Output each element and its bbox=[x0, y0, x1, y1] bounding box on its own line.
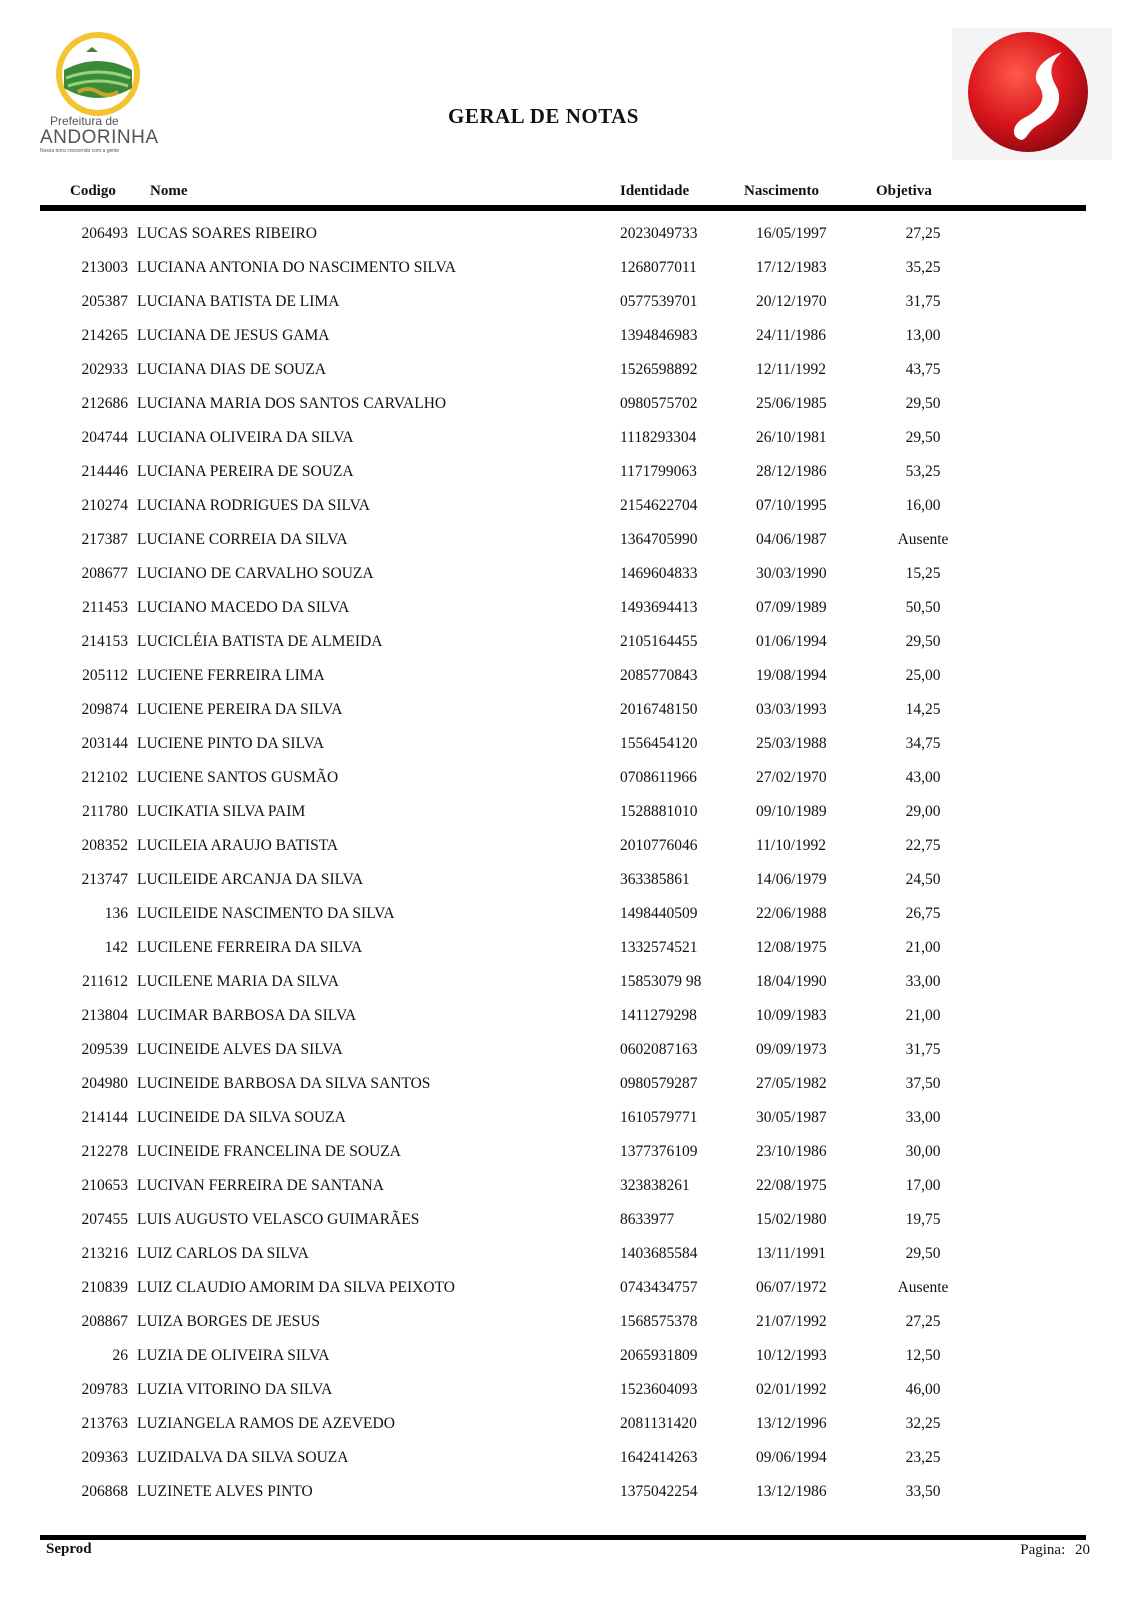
table-row bbox=[0, 763, 1132, 797]
cell-codigo: 210653 bbox=[81, 1177, 128, 1194]
cell-codigo: 213747 bbox=[81, 871, 128, 888]
cell-objetiva: 25,00 bbox=[905, 667, 941, 684]
column-header-nome: Nome bbox=[150, 183, 188, 199]
cell-identidade: 1526598892 bbox=[620, 361, 698, 378]
table-row bbox=[0, 695, 1132, 729]
cell-identidade: 2105164455 bbox=[620, 633, 698, 650]
table-row bbox=[0, 1001, 1132, 1035]
table-row bbox=[0, 1239, 1132, 1273]
cell-identidade: 1411279298 bbox=[620, 1007, 697, 1024]
cell-nome: LUCICLÉIA BATISTA DE ALMEIDA bbox=[137, 633, 383, 650]
cell-identidade: 2010776046 bbox=[620, 837, 698, 854]
table-row bbox=[0, 831, 1132, 865]
cell-nome: LUCIANA OLIVEIRA DA SILVA bbox=[137, 429, 354, 446]
cell-nome: LUCINEIDE DA SILVA SOUZA bbox=[137, 1109, 346, 1126]
table-row bbox=[0, 627, 1132, 661]
cell-identidade: 1469604833 bbox=[620, 565, 698, 582]
cell-objetiva: 32,25 bbox=[905, 1415, 941, 1432]
cell-objetiva: 43,00 bbox=[905, 769, 941, 786]
table-row bbox=[0, 1375, 1132, 1409]
table-row bbox=[0, 321, 1132, 355]
cell-nome: LUCILENE MARIA DA SILVA bbox=[137, 973, 339, 990]
cell-identidade: 15853079 98 bbox=[620, 973, 702, 990]
logo-line-prefeitura: Prefeitura de bbox=[50, 114, 119, 128]
cell-codigo: 213216 bbox=[81, 1245, 128, 1262]
cell-codigo: 136 bbox=[104, 905, 128, 922]
cell-nascimento: 24/11/1986 bbox=[756, 327, 827, 344]
cell-nascimento: 09/10/1989 bbox=[756, 803, 827, 820]
cell-objetiva: 19,75 bbox=[905, 1211, 941, 1228]
cell-nome: LUCIENE SANTOS GUSMÃO bbox=[137, 769, 339, 786]
cell-nome: LUCILENE FERREIRA DA SILVA bbox=[137, 939, 363, 956]
cell-objetiva: 33,00 bbox=[905, 1109, 941, 1126]
cell-identidade: 1364705990 bbox=[620, 531, 698, 548]
cell-identidade: 1394846983 bbox=[620, 327, 698, 344]
table-row bbox=[0, 457, 1132, 491]
cell-objetiva: 37,50 bbox=[905, 1075, 941, 1092]
cell-nome: LUCIANA BATISTA DE LIMA bbox=[137, 293, 340, 310]
cell-codigo: 142 bbox=[104, 939, 128, 956]
cell-objetiva: 21,00 bbox=[905, 939, 941, 956]
cell-nome: LUZIA VITORINO DA SILVA bbox=[137, 1381, 333, 1398]
cell-objetiva: 15,25 bbox=[905, 565, 941, 582]
cell-identidade: 363385861 bbox=[620, 871, 690, 888]
logo-line-andorinha: ANDORINHA bbox=[40, 127, 159, 148]
cell-nome: LUCAS SOARES RIBEIRO bbox=[137, 225, 317, 242]
red-swoosh-emblem-icon bbox=[952, 28, 1112, 160]
cell-codigo: 209783 bbox=[81, 1381, 128, 1398]
cell-identidade: 1610579771 bbox=[620, 1109, 698, 1126]
cell-nascimento: 30/05/1987 bbox=[756, 1109, 827, 1126]
cell-objetiva: 29,50 bbox=[905, 429, 941, 446]
cell-nome: LUCIANO MACEDO DA SILVA bbox=[137, 599, 350, 616]
cell-nascimento: 10/12/1993 bbox=[756, 1347, 827, 1364]
cell-nascimento: 27/02/1970 bbox=[756, 769, 827, 786]
cell-codigo: 210839 bbox=[81, 1279, 128, 1296]
table-row bbox=[0, 1069, 1132, 1103]
cell-identidade: 1493694413 bbox=[620, 599, 698, 616]
cell-objetiva: 53,25 bbox=[905, 463, 941, 480]
footer-divider bbox=[40, 1535, 1086, 1540]
cell-objetiva: 43,75 bbox=[905, 361, 941, 378]
cell-nome: LUCIANA ANTONIA DO NASCIMENTO SILVA bbox=[137, 259, 456, 276]
table-row bbox=[0, 899, 1132, 933]
cell-identidade: 323838261 bbox=[620, 1177, 690, 1194]
cell-nascimento: 04/06/1987 bbox=[756, 531, 827, 548]
cell-nascimento: 03/03/1993 bbox=[756, 701, 827, 718]
cell-nome: LUIZ CLAUDIO AMORIM DA SILVA PEIXOTO bbox=[137, 1279, 455, 1296]
column-header-codigo: Codigo bbox=[70, 183, 116, 199]
cell-codigo: 208352 bbox=[81, 837, 128, 854]
cell-codigo: 205112 bbox=[82, 667, 128, 684]
cell-identidade: 0743434757 bbox=[620, 1279, 698, 1296]
table-row bbox=[0, 1443, 1132, 1477]
column-header-identidade: Identidade bbox=[620, 183, 690, 199]
cell-identidade: 2081131420 bbox=[620, 1415, 697, 1432]
logo-tagline: Nossa terra crescendo com a gente bbox=[40, 148, 120, 154]
page-number: 20 bbox=[1075, 1542, 1090, 1558]
cell-objetiva: 14,25 bbox=[905, 701, 941, 718]
cell-nascimento: 25/03/1988 bbox=[756, 735, 827, 752]
cell-objetiva: 34,75 bbox=[905, 735, 941, 752]
table-row bbox=[0, 661, 1132, 695]
cell-codigo: 207455 bbox=[81, 1211, 128, 1228]
cell-codigo: 205387 bbox=[81, 293, 128, 310]
cell-nascimento: 23/10/1986 bbox=[756, 1143, 827, 1160]
cell-nascimento: 16/05/1997 bbox=[756, 225, 827, 242]
cell-objetiva: 46,00 bbox=[905, 1381, 941, 1398]
table-row bbox=[0, 389, 1132, 423]
cell-nascimento: 20/12/1970 bbox=[756, 293, 827, 310]
cell-nome: LUCIANA RODRIGUES DA SILVA bbox=[137, 497, 370, 514]
cell-nascimento: 13/12/1996 bbox=[756, 1415, 827, 1432]
cell-identidade: 1118293304 bbox=[620, 429, 697, 446]
cell-identidade: 1268077011 bbox=[620, 259, 697, 276]
table-row bbox=[0, 1171, 1132, 1205]
table-row bbox=[0, 967, 1132, 1001]
cell-codigo: 211780 bbox=[82, 803, 128, 820]
cell-identidade: 0980579287 bbox=[620, 1075, 698, 1092]
cell-codigo: 213003 bbox=[81, 259, 128, 276]
cell-nome: LUIZ CARLOS DA SILVA bbox=[137, 1245, 309, 1262]
cell-codigo: 211612 bbox=[82, 973, 128, 990]
table-row bbox=[0, 1103, 1132, 1137]
cell-nascimento: 13/12/1986 bbox=[756, 1483, 827, 1500]
cell-nome: LUCIANA DIAS DE SOUZA bbox=[137, 361, 327, 378]
cell-codigo: 212102 bbox=[81, 769, 128, 786]
cell-identidade: 2016748150 bbox=[620, 701, 698, 718]
cell-codigo: 209539 bbox=[81, 1041, 128, 1058]
cell-nascimento: 26/10/1981 bbox=[756, 429, 827, 446]
cell-identidade: 1568575378 bbox=[620, 1313, 698, 1330]
cell-identidade: 1377376109 bbox=[620, 1143, 698, 1160]
cell-objetiva: 33,50 bbox=[905, 1483, 941, 1500]
cell-codigo: 202933 bbox=[81, 361, 128, 378]
table-row bbox=[0, 219, 1132, 253]
cell-identidade: 8633977 bbox=[620, 1211, 675, 1228]
cell-nome: LUZINETE ALVES PINTO bbox=[137, 1483, 313, 1500]
cell-nome: LUCIANA DE JESUS GAMA bbox=[137, 327, 330, 344]
cell-codigo: 209363 bbox=[81, 1449, 128, 1466]
cell-nome: LUIS AUGUSTO VELASCO GUIMARÃES bbox=[137, 1211, 420, 1228]
cell-nome: LUCINEIDE FRANCELINA DE SOUZA bbox=[137, 1143, 401, 1160]
page-label: Pagina: bbox=[1020, 1542, 1066, 1558]
cell-objetiva: 29,50 bbox=[905, 633, 941, 650]
cell-objetiva: 31,75 bbox=[905, 293, 941, 310]
results-table bbox=[0, 219, 1132, 1511]
cell-nome: LUCINEIDE BARBOSA DA SILVA SANTOS bbox=[137, 1075, 431, 1092]
cell-objetiva: Ausente bbox=[897, 1279, 949, 1296]
cell-identidade: 0602087163 bbox=[620, 1041, 698, 1058]
footer-brand: Seprod bbox=[46, 1541, 92, 1557]
cell-nascimento: 30/03/1990 bbox=[756, 565, 827, 582]
column-header-objetiva: Objetiva bbox=[876, 183, 932, 199]
cell-objetiva: 26,75 bbox=[905, 905, 941, 922]
cell-codigo: 209874 bbox=[81, 701, 128, 718]
cell-objetiva: 29,50 bbox=[905, 1245, 941, 1262]
cell-nome: LUCIKATIA SILVA PAIM bbox=[137, 803, 306, 820]
cell-nascimento: 02/01/1992 bbox=[756, 1381, 827, 1398]
cell-objetiva: 29,50 bbox=[905, 395, 941, 412]
cell-codigo: 214144 bbox=[81, 1109, 128, 1126]
cell-nascimento: 19/08/1994 bbox=[756, 667, 827, 684]
cell-identidade: 1403685584 bbox=[620, 1245, 698, 1262]
cell-objetiva: 21,00 bbox=[905, 1007, 941, 1024]
table-row bbox=[0, 1477, 1132, 1511]
cell-objetiva: 27,25 bbox=[905, 1313, 941, 1330]
cell-nome: LUCIMAR BARBOSA DA SILVA bbox=[137, 1007, 357, 1024]
cell-identidade: 1528881010 bbox=[620, 803, 698, 820]
cell-nascimento: 06/07/1972 bbox=[756, 1279, 827, 1296]
cell-codigo: 213763 bbox=[81, 1415, 128, 1432]
table-row bbox=[0, 1307, 1132, 1341]
cell-nascimento: 10/09/1983 bbox=[756, 1007, 827, 1024]
cell-nascimento: 13/11/1991 bbox=[756, 1245, 827, 1262]
cell-nome: LUCIANA PEREIRA DE SOUZA bbox=[137, 463, 354, 480]
cell-objetiva: 13,00 bbox=[905, 327, 941, 344]
cell-identidade: 2154622704 bbox=[620, 497, 698, 514]
cell-identidade: 1642414263 bbox=[620, 1449, 698, 1466]
cell-objetiva: 27,25 bbox=[905, 225, 941, 242]
cell-nascimento: 09/06/1994 bbox=[756, 1449, 827, 1466]
cell-codigo: 206868 bbox=[81, 1483, 128, 1500]
cell-identidade: 1375042254 bbox=[620, 1483, 698, 1500]
cell-nome: LUZIANGELA RAMOS DE AZEVEDO bbox=[137, 1415, 395, 1432]
cell-nascimento: 07/09/1989 bbox=[756, 599, 827, 616]
cell-codigo: 26 bbox=[112, 1347, 128, 1364]
cell-codigo: 210274 bbox=[81, 497, 128, 514]
cell-objetiva: 12,50 bbox=[905, 1347, 941, 1364]
cell-identidade: 1556454120 bbox=[620, 735, 698, 752]
cell-codigo: 204744 bbox=[81, 429, 128, 446]
cell-nascimento: 12/08/1975 bbox=[756, 939, 827, 956]
cell-identidade: 0708611966 bbox=[620, 769, 697, 786]
cell-identidade: 2085770843 bbox=[620, 667, 698, 684]
cell-nome: LUCIENE PINTO DA SILVA bbox=[137, 735, 325, 752]
cell-nome: LUCIANE CORREIA DA SILVA bbox=[137, 531, 348, 548]
cell-nome: LUCIENE FERREIRA LIMA bbox=[137, 667, 325, 684]
table-row bbox=[0, 1273, 1132, 1307]
cell-objetiva: 33,00 bbox=[905, 973, 941, 990]
cell-codigo: 206493 bbox=[81, 225, 128, 242]
table-row bbox=[0, 1137, 1132, 1171]
cell-objetiva: 22,75 bbox=[905, 837, 941, 854]
cell-codigo: 214153 bbox=[81, 633, 128, 650]
cell-objetiva: 23,25 bbox=[905, 1449, 941, 1466]
cell-codigo: 212278 bbox=[81, 1143, 128, 1160]
cell-identidade: 2023049733 bbox=[620, 225, 698, 242]
table-row bbox=[0, 491, 1132, 525]
cell-codigo: 211453 bbox=[82, 599, 128, 616]
table-row bbox=[0, 1409, 1132, 1443]
cell-nome: LUCIVAN FERREIRA DE SANTANA bbox=[137, 1177, 384, 1194]
cell-nome: LUCINEIDE ALVES DA SILVA bbox=[137, 1041, 343, 1058]
seprod-logo bbox=[952, 28, 1112, 160]
cell-objetiva: 16,00 bbox=[905, 497, 941, 514]
cell-nascimento: 12/11/1992 bbox=[756, 361, 827, 378]
cell-nascimento: 27/05/1982 bbox=[756, 1075, 827, 1092]
page-title: GERAL DE NOTAS bbox=[448, 104, 639, 128]
cell-nascimento: 01/06/1994 bbox=[756, 633, 827, 650]
cell-objetiva: 24,50 bbox=[905, 871, 941, 888]
cell-codigo: 203144 bbox=[81, 735, 128, 752]
cell-objetiva: 31,75 bbox=[905, 1041, 941, 1058]
cell-nome: LUZIDALVA DA SILVA SOUZA bbox=[137, 1449, 349, 1466]
table-row bbox=[0, 423, 1132, 457]
header-divider bbox=[40, 205, 1086, 211]
cell-identidade: 0577539701 bbox=[620, 293, 698, 310]
table-row bbox=[0, 525, 1132, 559]
cell-nome: LUIZA BORGES DE JESUS bbox=[137, 1313, 321, 1330]
table-row bbox=[0, 1035, 1132, 1069]
cell-nome: LUCIANA MARIA DOS SANTOS CARVALHO bbox=[137, 395, 447, 412]
cell-nascimento: 22/06/1988 bbox=[756, 905, 827, 922]
cell-nascimento: 21/07/1992 bbox=[756, 1313, 827, 1330]
cell-identidade: 1523604093 bbox=[620, 1381, 698, 1398]
cell-nascimento: 17/12/1983 bbox=[756, 259, 827, 276]
cell-codigo: 217387 bbox=[81, 531, 128, 548]
cell-nascimento: 11/10/1992 bbox=[756, 837, 827, 854]
page-indicator bbox=[1020, 1542, 1090, 1559]
cell-nome: LUZIA DE OLIVEIRA SILVA bbox=[137, 1347, 330, 1364]
cell-nome: LUCIANO DE CARVALHO SOUZA bbox=[137, 565, 374, 582]
cell-nascimento: 09/09/1973 bbox=[756, 1041, 827, 1058]
cell-nome: LUCIENE PEREIRA DA SILVA bbox=[137, 701, 343, 718]
cell-nascimento: 28/12/1986 bbox=[756, 463, 827, 480]
cell-objetiva: 30,00 bbox=[905, 1143, 941, 1160]
table-row bbox=[0, 729, 1132, 763]
cell-objetiva: 17,00 bbox=[905, 1177, 941, 1194]
column-header-nascimento: Nascimento bbox=[744, 183, 819, 199]
cell-identidade: 0980575702 bbox=[620, 395, 698, 412]
cell-identidade: 1498440509 bbox=[620, 905, 698, 922]
cell-codigo: 214446 bbox=[81, 463, 128, 480]
table-row bbox=[0, 797, 1132, 831]
cell-identidade: 2065931809 bbox=[620, 1347, 698, 1364]
table-row bbox=[0, 355, 1132, 389]
cell-codigo: 214265 bbox=[81, 327, 128, 344]
table-row bbox=[0, 1341, 1132, 1375]
cell-objetiva: 29,00 bbox=[905, 803, 941, 820]
table-row bbox=[0, 287, 1132, 321]
cell-codigo: 208677 bbox=[81, 565, 128, 582]
cell-codigo: 208867 bbox=[81, 1313, 128, 1330]
prefeitura-andorinha-logo bbox=[38, 30, 163, 160]
cell-objetiva: 35,25 bbox=[905, 259, 941, 276]
table-row bbox=[0, 253, 1132, 287]
cell-nascimento: 15/02/1980 bbox=[756, 1211, 827, 1228]
cell-nome: LUCILEIDE NASCIMENTO DA SILVA bbox=[137, 905, 395, 922]
table-row bbox=[0, 593, 1132, 627]
cell-nascimento: 22/08/1975 bbox=[756, 1177, 827, 1194]
cell-codigo: 212686 bbox=[81, 395, 128, 412]
cell-identidade: 1171799063 bbox=[620, 463, 697, 480]
table-row bbox=[0, 933, 1132, 967]
cell-codigo: 213804 bbox=[81, 1007, 128, 1024]
cell-nome: LUCILEIDE ARCANJA DA SILVA bbox=[137, 871, 364, 888]
cell-objetiva: Ausente bbox=[897, 531, 949, 548]
cell-codigo: 204980 bbox=[81, 1075, 128, 1092]
cell-nome: LUCILEIA ARAUJO BATISTA bbox=[137, 837, 339, 854]
table-row bbox=[0, 1205, 1132, 1239]
cell-objetiva: 50,50 bbox=[905, 599, 941, 616]
table-row bbox=[0, 559, 1132, 593]
table-row bbox=[0, 865, 1132, 899]
cell-nascimento: 07/10/1995 bbox=[756, 497, 827, 514]
cell-nascimento: 18/04/1990 bbox=[756, 973, 827, 990]
cell-identidade: 1332574521 bbox=[620, 939, 698, 956]
cell-nascimento: 25/06/1985 bbox=[756, 395, 827, 412]
cell-nascimento: 14/06/1979 bbox=[756, 871, 827, 888]
